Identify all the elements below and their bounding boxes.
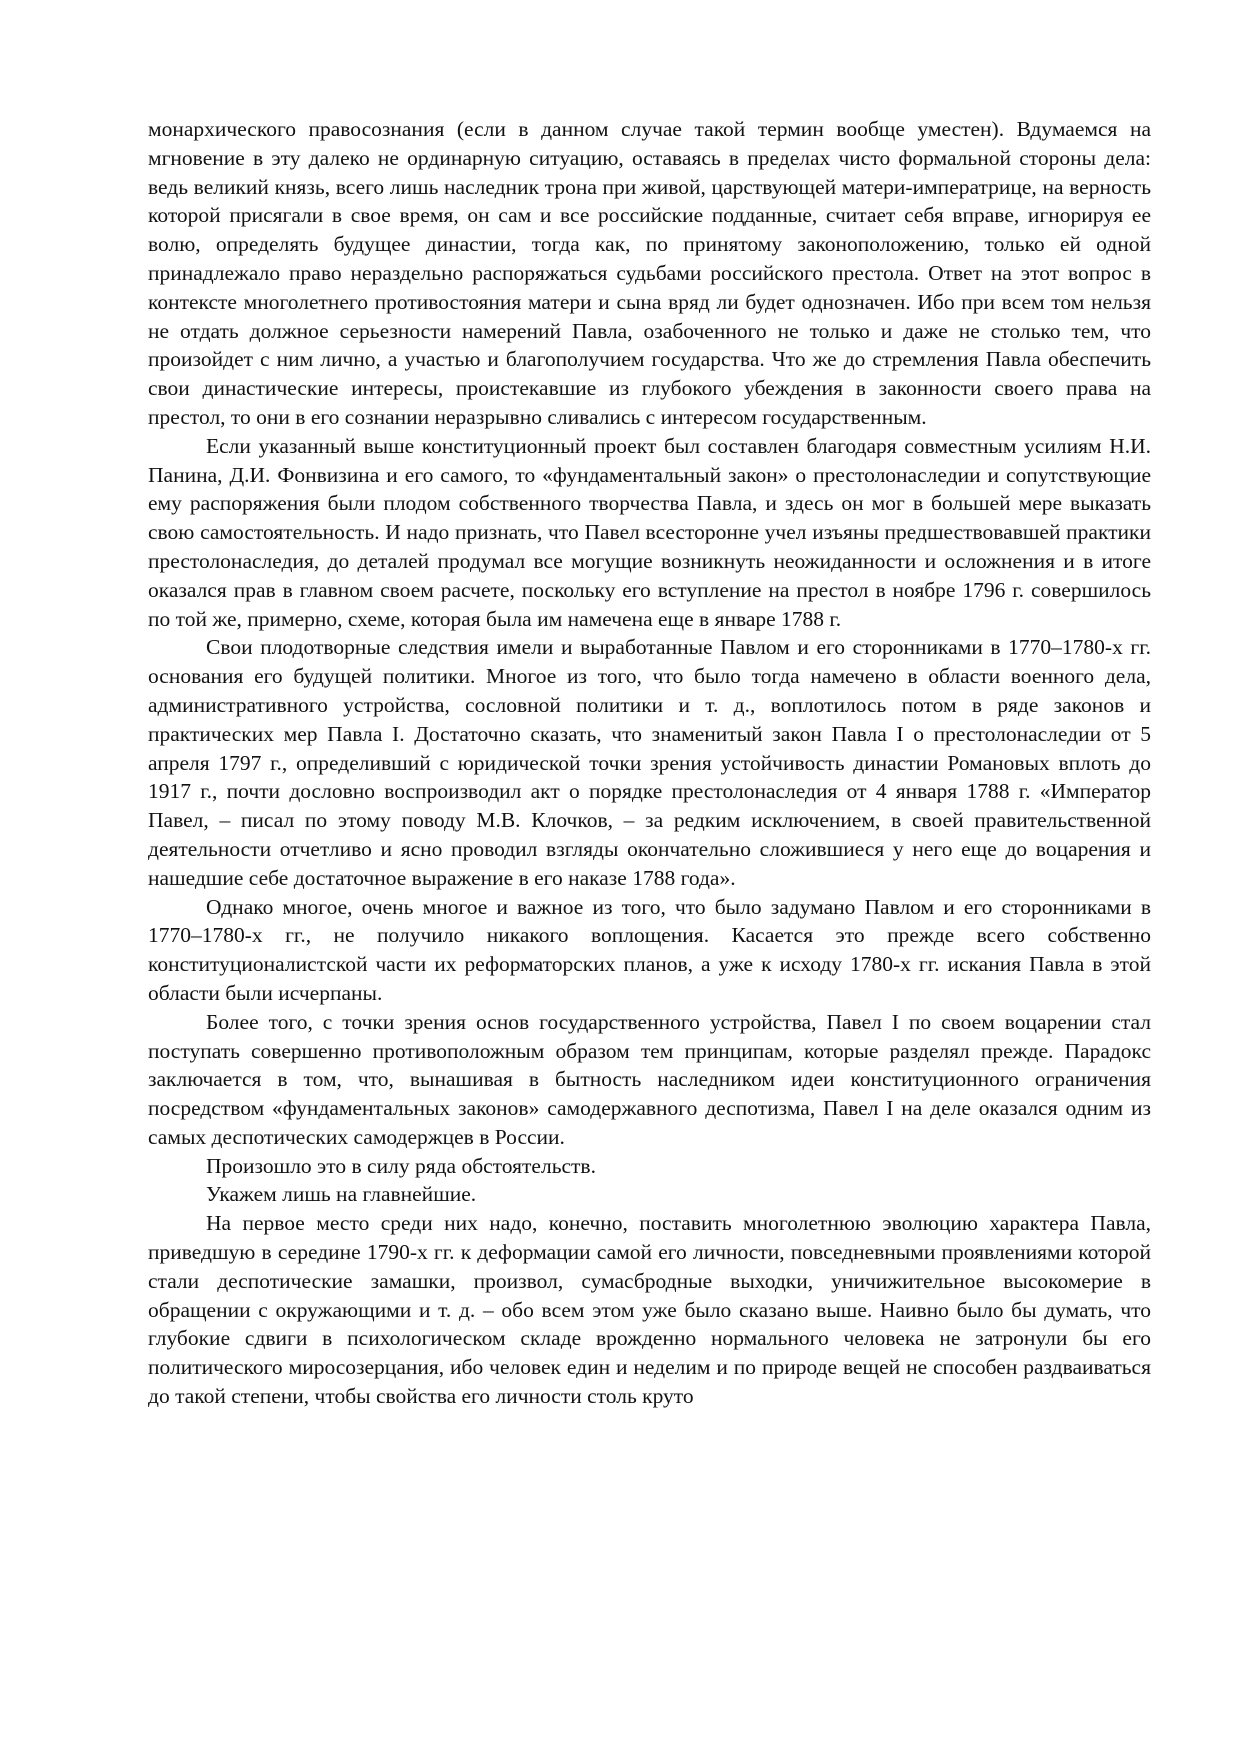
paragraph-2: Если указанный выше конституционный проект был составлен благодаря совместным усилиям Н.И. Панина, Д.И. Фонвизина и его самого, то «фундаментальный закон» о престолонаследии и сопутствующие ему распоряжения были плодом собственного творчества Павла, и здесь он мог в большей мере выказать свою самостоятельность. И надо признать, что Павел всесторонне учел изъяны предшествовавшей практики престолонаследия, до деталей продумал все могущие возникнуть неожиданности и осложнения и в итоге оказался прав в главном своем расчете, поскольку его вступление на престол в ноябре 1796 г. совершилось по той же, примерно, схеме, которая была им намечена еще в январе 1788 г. <box>148 433 1151 631</box>
page-body <box>148 115 1151 1411</box>
paragraph-3: Свои плодотворные следствия имели и выработанные Павлом и его сторонниками в 1770–1780-х гг. основания его будущей политики. Многое из того, что было тогда намечено в области военного дела, административного устройства, сословной политики и т. д., воплотилось потом в ряде законов и практических мер Павла I. Достаточно сказать, что знаменитый закон Павла I о престолонаследии от 5 апреля 1797 г., определивший с юридической точки зрения устойчивость династии Романовых вплоть до 1917 г., почти дословно воспроизводил акт о порядке престолонаследия от 4 января 1788 г. «Император Павел, – писал по этому поводу М.В. Клочков, – за редким исключением, в своей правительственной деятельности отчетливо и ясно проводил взгляды окончательно сложившиеся у него еще до воцарения и нашедшие себе достаточное выражение в его наказе 1788 года». <box>148 635 1151 890</box>
paragraph-6: Произошло это в силу ряда обстоятельств. <box>206 1153 596 1178</box>
paragraph-4: Однако многое, очень многое и важное из того, что было задумано Павлом и его сторонниками в 1770–1780-х гг., не получило никакого воплощения. Касается это прежде всего собственно конституционалистской части их реформаторских планов, а уже к исходу 1780-х гг. искания Павла в этой области были исчерпаны. <box>148 894 1151 1005</box>
paragraph-7: Укажем лишь на главнейшие. <box>206 1182 477 1207</box>
paragraph-1: монархического правосознания (если в данном случае такой термин вообще уместен). Вдумаемся на мгновение в эту далеко не ординарную ситуацию, оставаясь в пределах чисто формальной стороны дела: ведь великий князь, всего лишь наследник трона при живой, царствующей матери-императрице, на верность которой присягали в свое время, он сам и все российские подданные, считает себя вправе, игнорируя ее волю, определять будущее династии, тогда как, по принятому законоположению, только ей одной принадлежало право нераздельно распоряжаться судьбами российского престола. Ответ на этот вопрос в контексте многолетнего противостояния матери и сына вряд ли будет однозначен. Ибо при всем том нельзя не отдать должное серьезности намерений Павла, озабоченного не только и даже не столько тем, что произойдет с ним лично, а участью и благополучием государства. Что же до стремления Павла обеспечить свои династические интересы, проистекавшие из глубокого убеждения в законности своего права на престол, то они в его сознании неразрывно сливались с интересом государственным. <box>148 117 1151 429</box>
paragraph-8: На первое место среди них надо, конечно, поставить многолетнюю эволюцию характера Павла, приведшую в середине 1790-х гг. к деформации самой его личности, повседневными проявлениями которой стали деспотические замашки, произвол, сумасбродные выходки, уничижительное высокомерие в обращении с окружающими и т. д. – обо всем этом уже было сказано выше. Наивно было бы думать, что глубокие сдвиги в психологическом складе врожденно нормального человека не затронули бы его политического миросозерцания, ибо человек един и неделим и по природе вещей не способен раздваиваться до такой степени, чтобы свойства его личности столь круто <box>148 1211 1151 1409</box>
paragraph-5: Более того, с точки зрения основ государственного устройства, Павел I по своем воцарении стал поступать совершенно противоположным образом тем принципам, которые разделял прежде. Парадокс заключается в том, что, вынашивая в бытность наследником идеи конституционного ограничения посредством «фундаментальных законов» самодержавного деспотизма, Павел I на деле оказался одним из самых деспотических самодержцев в России. <box>148 1009 1151 1149</box>
